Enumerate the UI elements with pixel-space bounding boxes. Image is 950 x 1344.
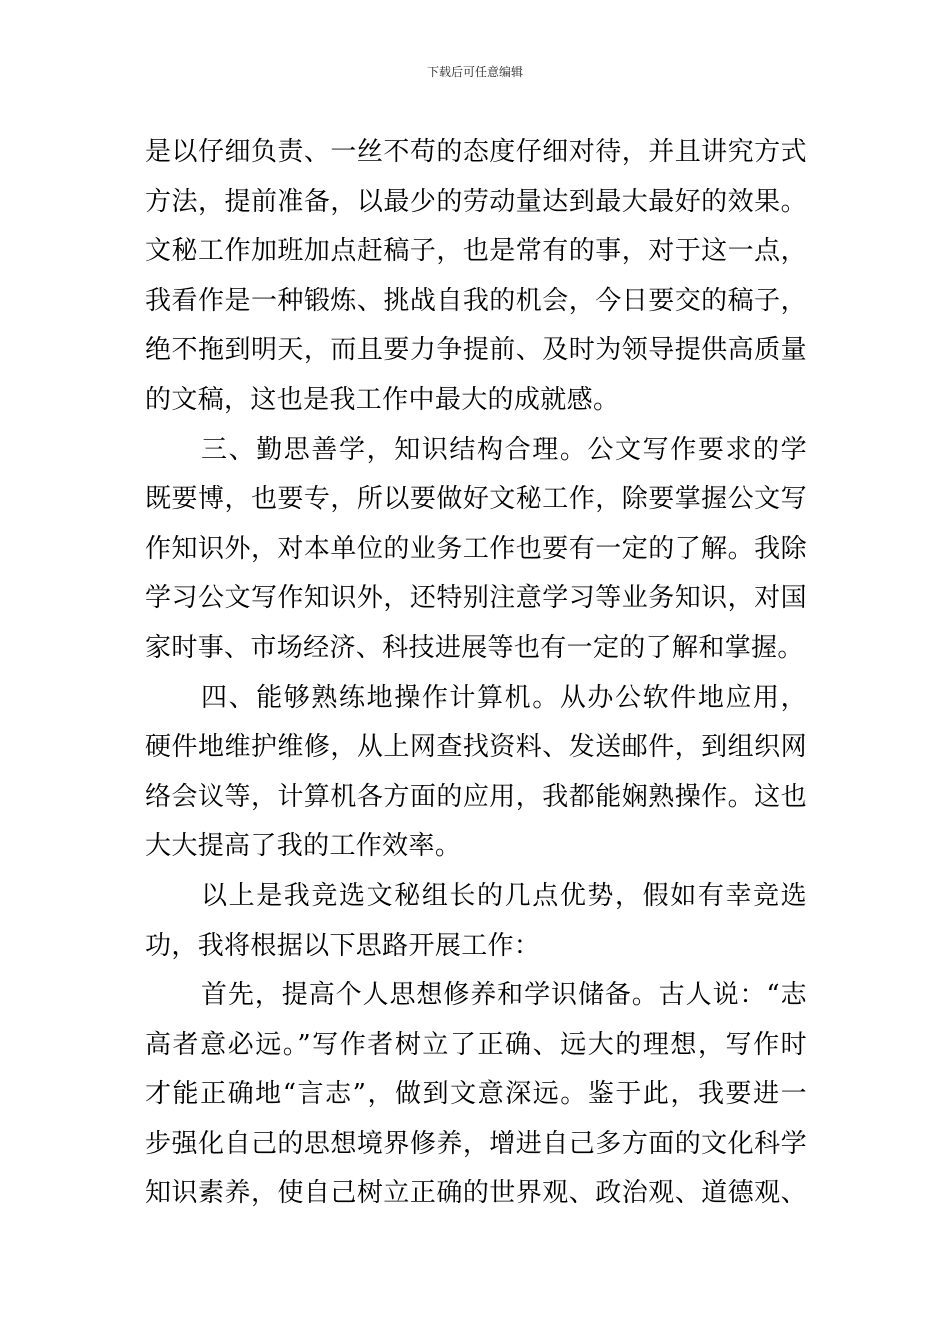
text-line: 作知识外，对本单位的业务工作也要有一定的了解。我除	[145, 533, 807, 564]
document-body	[145, 128, 807, 1219]
text-line: 方法，提前准备，以最少的劳动量达到最大最好的效果。	[145, 186, 807, 217]
text-line: 文秘工作加班加点赶稿子，也是常有的事，对于这一点，	[145, 236, 807, 267]
text-line: 才能正确地“言志”，做到文意深远。鉴于此，我要进一	[145, 1079, 807, 1110]
text-line: 硬件地维护维修，从上网查找资料、发送邮件，到组织网	[145, 732, 807, 763]
text-line: 步强化自己的思想境界修养，增进自己多方面的文化科学	[145, 1128, 807, 1159]
text-line: 学习公文写作知识外，还特别注意学习等业务知识，对国	[145, 583, 807, 614]
text-line: 功，我将根据以下思路开展工作：	[145, 930, 541, 961]
text-line: 的文稿，这也是我工作中最大的成就感。	[145, 384, 620, 415]
text-line: 大大提高了我的工作效率。	[145, 831, 462, 862]
text-line: 我看作是一种锻炼、挑战自我的机会，今日要交的稿子，	[145, 285, 807, 316]
text-line: 三、勤思善学，知识结构合理。公文写作要求的学	[201, 434, 807, 465]
text-line: 以上是我竞选文秘组长的几点优势，假如有幸竞选	[201, 880, 807, 911]
text-line: 首先，提高个人思想修养和学识储备。古人说：“志	[201, 980, 807, 1011]
text-line: 高者意必远。”写作者树立了正确、远大的理想，写作时	[145, 1029, 807, 1060]
text-line: 四、能够熟练地操作计算机。从办公软件地应用，	[201, 682, 807, 713]
text-line: 知识素养，使自己树立正确的世界观、政治观、道德观、	[145, 1178, 807, 1209]
text-line: 络会议等，计算机各方面的应用，我都能娴熟操作。这也	[145, 781, 807, 812]
page-header: 下载后可任意编辑	[426, 65, 523, 79]
text-line: 是以仔细负责、一丝不苟的态度仔细对待，并且讲究方式	[145, 137, 807, 167]
text-line: 绝不拖到明天，而且要力争提前、及时为领导提供高质量	[145, 335, 807, 366]
text-line: 家时事、市场经济、科技进展等也有一定的了解和掌握。	[145, 632, 804, 663]
text-line: 既要博，也要专，所以要做好文秘工作，除要掌握公文写	[145, 484, 807, 515]
